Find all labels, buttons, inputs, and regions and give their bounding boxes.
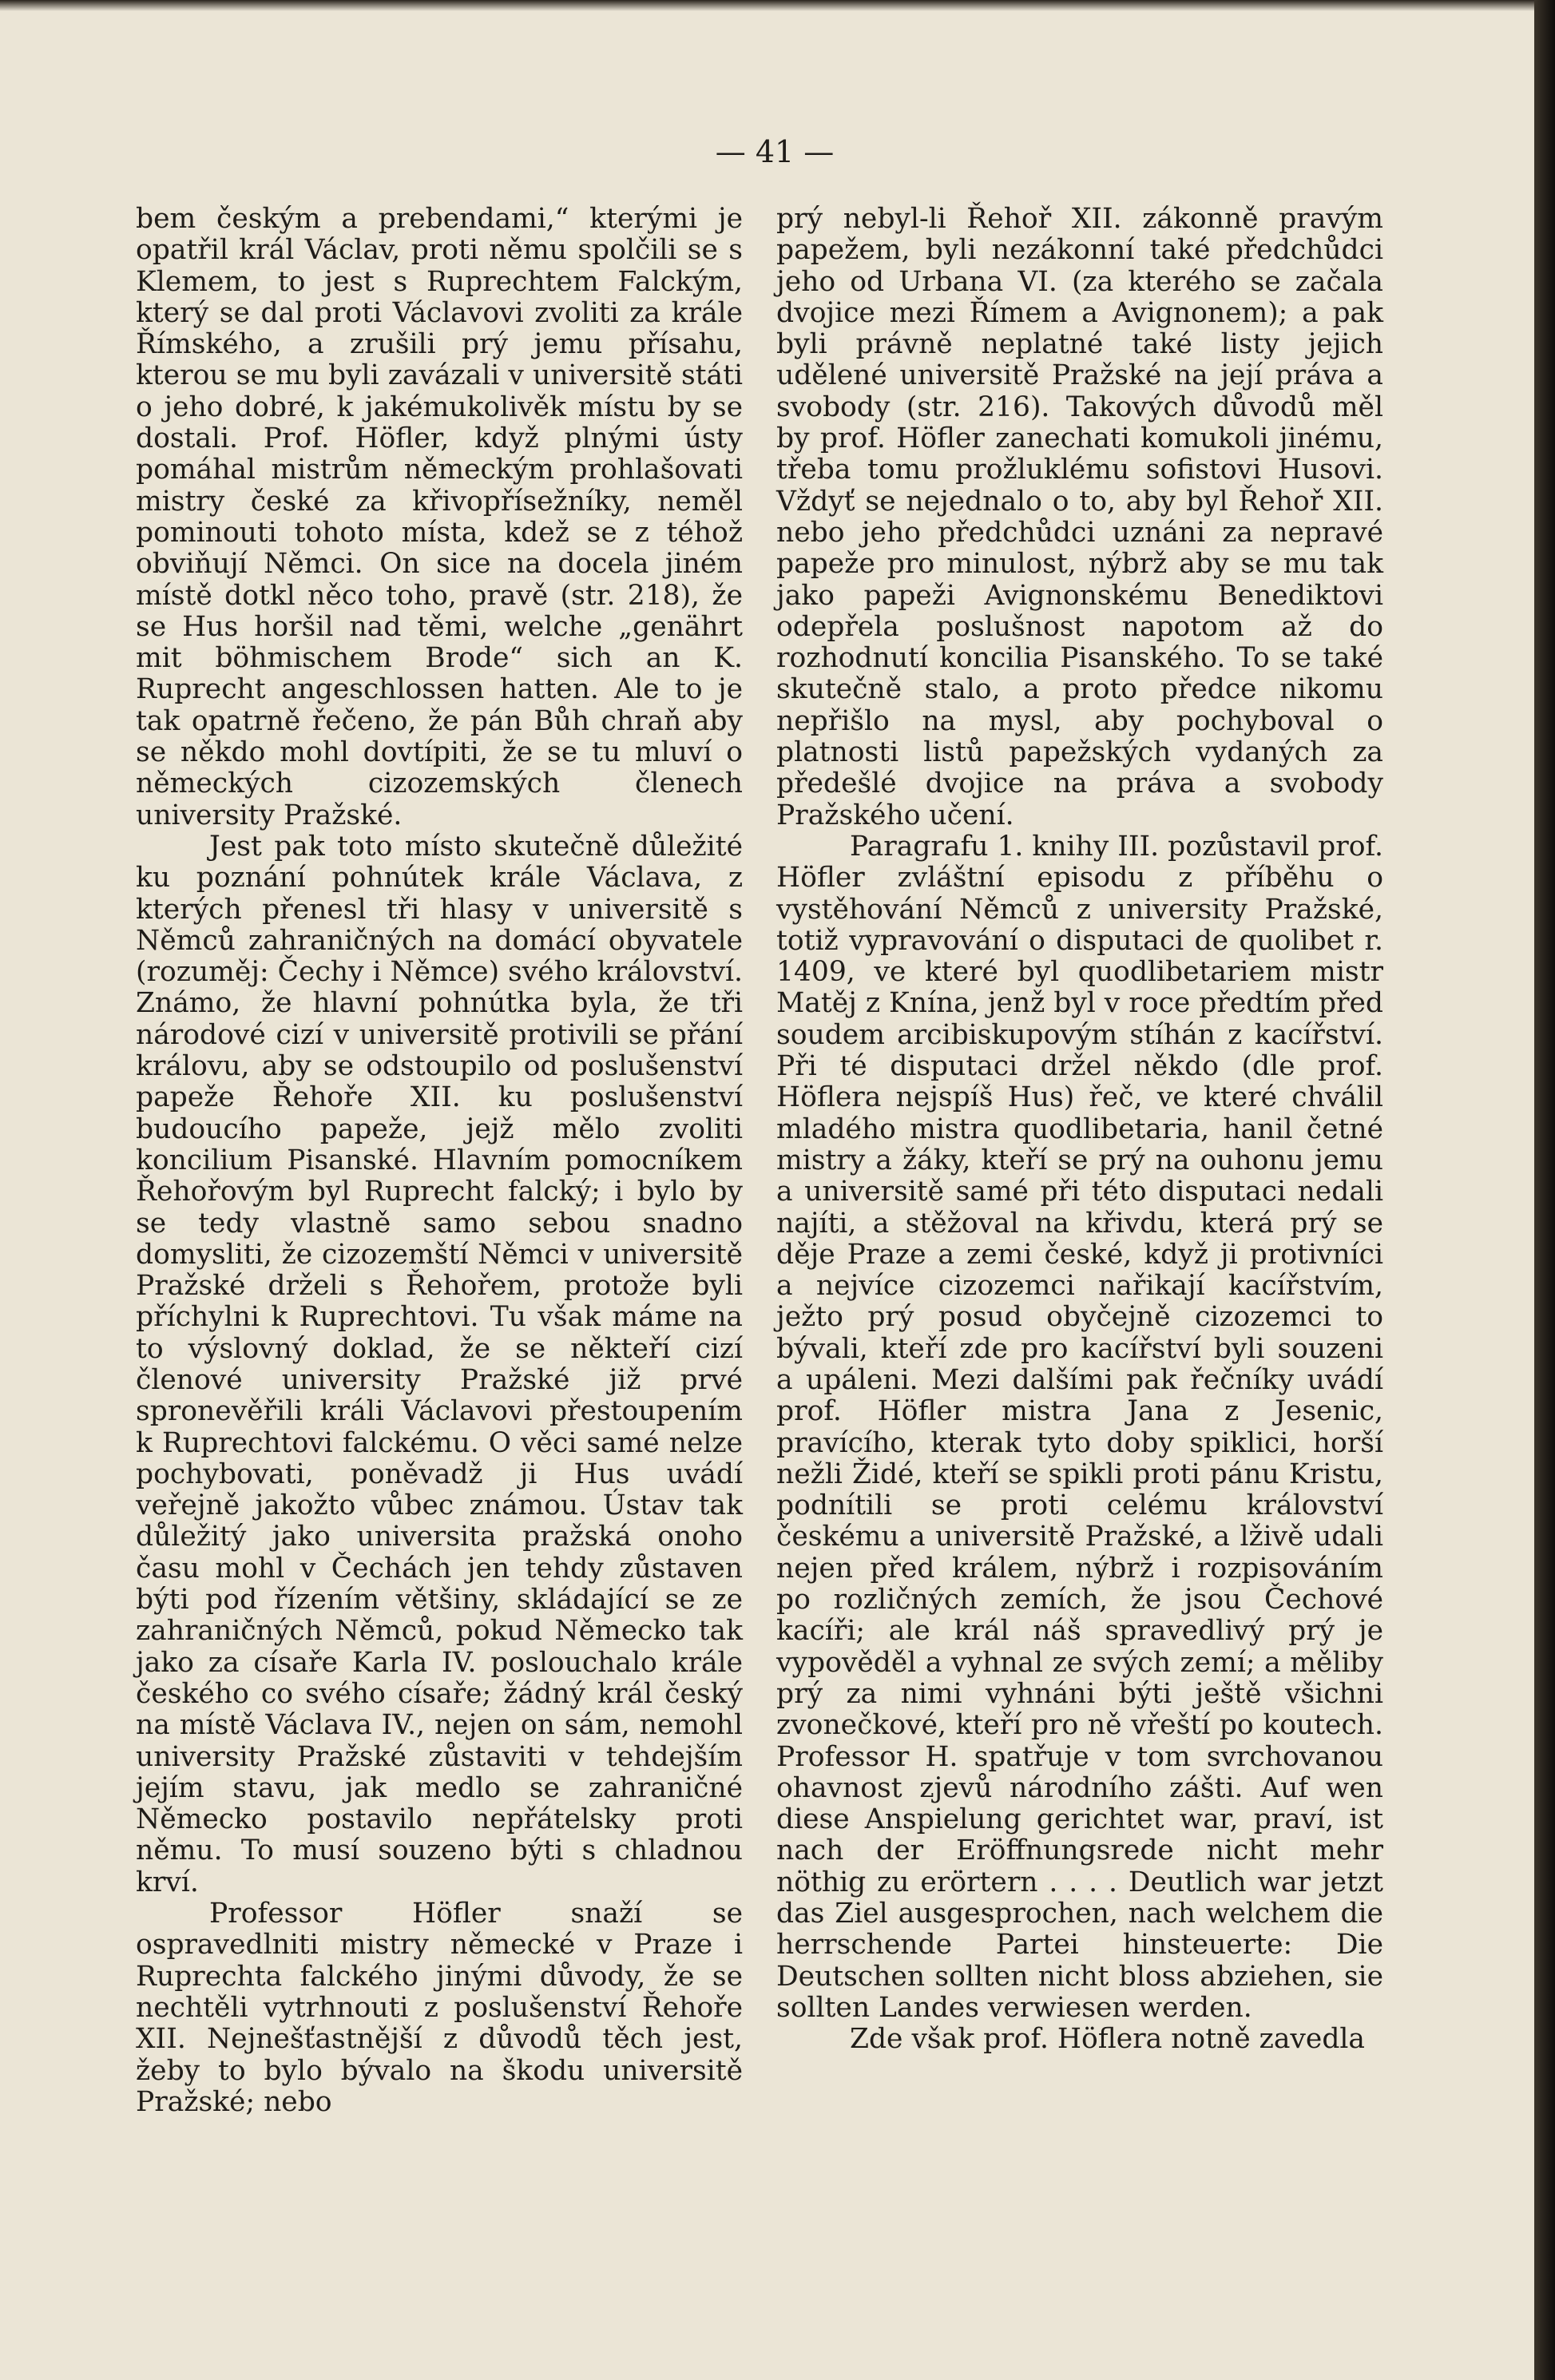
paragraph: bem českým a prebendami,“ kterými je opatřil král Václav, proti němu spolčili se s Klemem, to jest s Ruprechtem Falckým, který se dal proti Václavovi zvoliti za krále Římského, a zrušili prý jemu přísahu, kterou se mu byli zavázali v universitě státi o jeho dobré, k jakémukolivěk místu by se dostali. Prof. Höfler, když plnými ústy pomáhal mistrům německým prohlašovati mistry české za křivopřísežníky, neměl pominouti tohoto místa, kdež se z téhož obviňují Němci. On sice na docela jiném místě dotkl něco toho, pravě (str. 218), že se Hus horšil nad těmi, welche „genährt mit böhmischem Brode“ sich an K. Ruprecht angeschlossen hatten. Ale to je tak opatrně řečeno, že pán Bůh chraň aby se někdo mohl dovtípiti, že se tu mluví o německých cizozemských členech university Pražské. bbox=[136, 203, 743, 831]
left-column bbox=[136, 204, 743, 2118]
page-number: — 41 — bbox=[715, 134, 835, 169]
paragraph: Paragrafu 1. knihy III. pozůstavil prof. Höfler zvláštní episodu z příběhu o vystěhování Němců z university Pražské, totiž vypravování o disputaci de quolibet r. 1409, ve které byl quodlibetariem mistr Matěj z Knína, jenž byl v roce předtím před soudem arcibiskupovým stíhán z kacířství. Při té disputaci držel někdo (dle prof. Höflera nejspíš Hus) řeč, ve které chválil mladého mistra quodlibetaria, hanil četné mistry a žáky, kteří se prý na ouhonu jemu a universitě samé při této disputaci nedali najíti, a stěžoval na křivdu, která prý se děje Praze a zemi české, když ji protivníci a nejvíce cizozemci nařikají kacířstvím, ježto prý posud obyčejně cizozemci to bývali, kteří zde pro kacířství byli souzeni a upáleni. Mezi dalšími pak řečníky uvádí prof. Höfler mistra Jana z Jesenic, pravícího, kterak tyto doby spiklici, horší nežli Židé, kteří se spikli proti pánu Kristu, podnítili se proti celému království českému a universitě Pražské, a lživě udali nejen před králem, nýbrž i rozpisováním po rozličných zemích, že jsou Čechové kacíři; ale král náš spravedlivý prý je vypověděl a vyhnal ze svých zemí; a měliby prý za nimi vyhnáni býti ještě všichni zvonečkové, kteří pro ně vřeští po koutech. Professor H. spatřuje v tom svrchovanou ohavnost zjevů národního zášti. Auf wen diese Anspielung gerichtet war, praví, ist nach der Eröffnungsrede nicht mehr nöthig zu erörtern . . . . Deutlich war jetzt das Ziel ausgesprochen, nach welchem die herrschende Partei hinsteuerte: Die Deutschen sollten nicht bloss abziehen, sie sollten Landes verwiesen werden. bbox=[776, 830, 1383, 2024]
paragraph: Professor Höfler snaží se ospravedlniti mistry německé v Praze i Ruprechta falckého jinými důvody, že se nechtěli vytrhnouti z poslušenství Řehoře XII. Nejnešťastnější z důvodů těch jest, žeby to bylo bývalo na škodu universitě Pražské; nebo bbox=[136, 1898, 743, 2118]
paragraph: prý nebyl-li Řehoř XII. zákonně pravým papežem, byli nezákonní také předchůdci jeho od Urbana VI. (za kterého se začala dvojice mezi Římem a Avignonem); a pak byli právně neplatné také listy jejich udělené universitě Pražské na její práva a svobody (str. 216). Takových důvodů měl by prof. Höfler zanechati komukoli jinému, třeba tomu prožluklému sofistovi Husovi. Vždyť se nejednalo o to, aby byl Řehoř XII. nebo jeho předchůdci uznáni za nepravé papeže pro minulost, nýbrž aby se mu tak jako papeži Avignonskému Benediktovi odepřela poslušnost napotom až do rozhodnutí koncilia Pisanského. To se také skutečně stalo, a proto předce nikomu nepřišlo na mysl, aby pochyboval o platnosti listů papežských vydaných za předešlé dvojice na práva a svobody Pražského učení. bbox=[776, 203, 1383, 831]
paragraph: Zde však prof. Höflera notně zavedla bbox=[850, 2023, 1366, 2056]
book-spine-shadow bbox=[1534, 0, 1555, 2380]
paragraph: Jest pak toto místo skutečně důležité ku poznání pohnútek krále Václava, z kterých přenesl tři hlasy v universitě s Němců zahraničných na domácí obyvatele (rozuměj: Čechy i Němce) svého království. Známo, že hlavní pohnútka byla, že tři národové cizí v universitě protivili se přání královu, aby se odstoupilo od poslušenství papeže Řehoře XII. ku poslušenství budoucího papeže, jejž mělo zvoliti koncilium Pisanské. Hlavním pomocníkem Řehořovým byl Ruprecht falcký; i bylo by se tedy vlastně samo sebou snadno domysliti, že cizozemští Němci v universitě Pražské drželi s Řehořem, protože byli příchylni k Ruprechtovi. Tu však máme na to výslovný doklad, že se někteří cizí členové university Pražské již prvé spronevěřili králi Václavovi přestoupením k Ruprechtovi falckému. O věci samé nelze pochybovati, poněvadž ji Hus uvádí veřejně jakožto vůbec známou. Ústav tak důležitý jako universita pražská onoho času mohl v Čechách jen tehdy zůstaven býti pod řízením většiny, skládající se ze zahraničných Němců, pokud Německo tak jako za císaře Karla IV. poslouchalo krále českého co svého císaře; žádný král český na místě Václava IV., nejen on sám, nemohl university Pražské zůstaviti v tehdejším jejím stavu, jak medlo se zahraničné Německo postavilo nepřátelsky proti němu. To musí souzeno býti s chladnou krví. bbox=[136, 830, 743, 1898]
right-column bbox=[776, 204, 1383, 2056]
page-top-edge bbox=[0, 0, 1555, 11]
